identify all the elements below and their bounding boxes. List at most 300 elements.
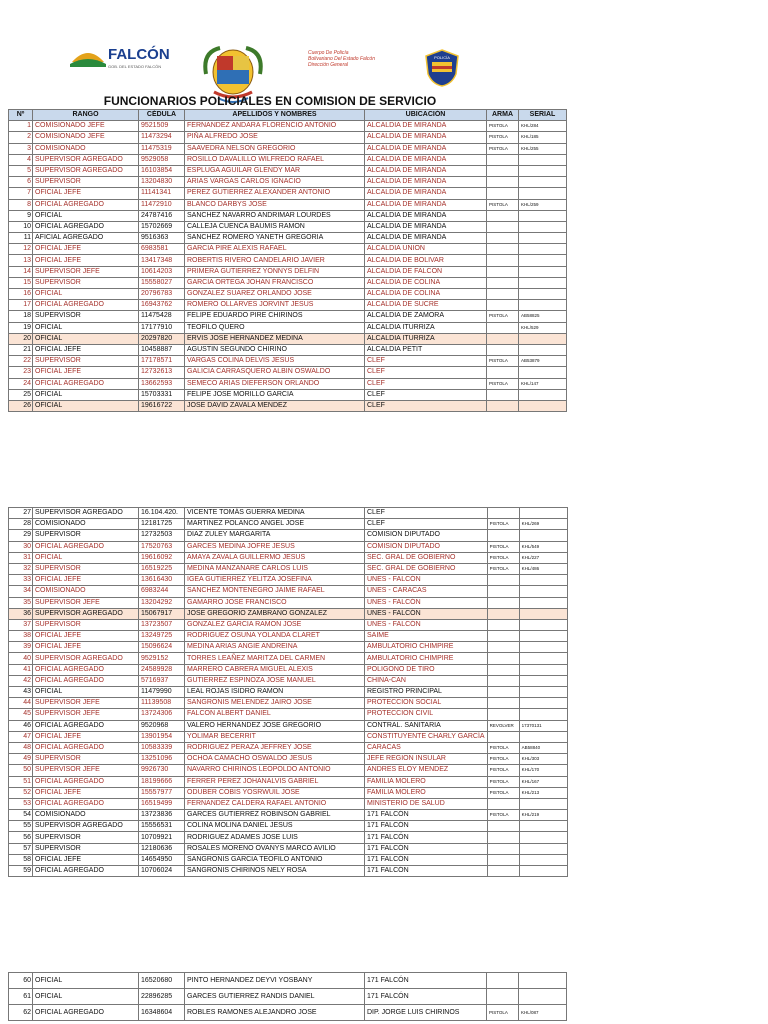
- row-serial: KHL/087: [519, 1005, 567, 1021]
- row-location: ALCALDIA DE MIRANDA: [365, 188, 487, 199]
- table-row: [9, 322, 567, 333]
- row-name: IGEA GUTIERREZ YELITZA JOSEFINA: [185, 575, 365, 586]
- header-rank: RANGO: [33, 110, 139, 121]
- row-name: FERNANDEZ CALDERA RAFAEL ANTONIO: [185, 798, 365, 809]
- row-rank: OFICIAL AGREGADO: [33, 776, 139, 787]
- row-weapon: PISTOLA: [487, 552, 519, 563]
- row-name: ROMERO OLLARVES JORVINT JESUS: [185, 300, 365, 311]
- row-serial: KHL/255: [519, 143, 567, 154]
- table-row: [9, 221, 567, 232]
- row-number: 49: [9, 754, 33, 765]
- row-location: AMBULATORIO CHIMPIRE: [365, 653, 488, 664]
- row-name: GALICIA CARRASQUERO ALBIN OSWALDO: [185, 367, 365, 378]
- row-rank: SUPERVISOR: [33, 311, 139, 322]
- row-number: 11: [9, 233, 33, 244]
- row-serial: [519, 333, 567, 344]
- row-location: 171 FALCÓN: [365, 810, 488, 821]
- table-row: [9, 754, 568, 765]
- row-rank: OFICIAL JEFE: [33, 854, 139, 865]
- row-location: CONTRAL. SANITARIA: [365, 720, 488, 731]
- row-weapon: PISTOLA: [487, 356, 519, 367]
- row-number: 51: [9, 776, 33, 787]
- row-number: 16: [9, 289, 33, 300]
- row-weapon: [487, 389, 519, 400]
- row-number: 55: [9, 821, 33, 832]
- table-row: [9, 631, 568, 642]
- row-serial: [519, 597, 567, 608]
- row-number: 48: [9, 742, 33, 753]
- row-name: AGUSTIN SEGUNDO CHIRINO: [185, 344, 365, 355]
- table-row: [9, 776, 568, 787]
- row-id: 11475428: [139, 311, 185, 322]
- table-row: [9, 597, 568, 608]
- row-rank: SUPERVISOR JEFE: [33, 597, 139, 608]
- row-number: 44: [9, 698, 33, 709]
- row-id: 24787416: [139, 210, 185, 221]
- row-weapon: [487, 843, 519, 854]
- row-name: SANCHEZ MONTENEGRO JAIME RAFAEL: [185, 586, 365, 597]
- table-row: [9, 508, 568, 519]
- row-weapon: [487, 575, 519, 586]
- row-number: 46: [9, 720, 33, 731]
- table-row: [9, 586, 568, 597]
- row-number: 8: [9, 199, 33, 210]
- row-serial: [519, 709, 567, 720]
- row-number: 14: [9, 266, 33, 277]
- row-number: 43: [9, 687, 33, 698]
- row-name: ROSALES MORENO OVANYS MARCO AVILIO: [185, 843, 365, 854]
- row-rank: SUPERVISOR AGREGADO: [33, 653, 139, 664]
- row-number: 12: [9, 244, 33, 255]
- row-serial: AB58825: [519, 311, 567, 322]
- row-location: ALCALDIA ITURRIZA: [365, 322, 487, 333]
- row-id: 13204292: [139, 597, 185, 608]
- row-id: 11473294: [139, 132, 185, 143]
- table-row: [9, 300, 567, 311]
- row-weapon: PISTOLA: [487, 754, 519, 765]
- row-number: 54: [9, 810, 33, 821]
- row-number: 42: [9, 675, 33, 686]
- row-serial: [519, 530, 567, 541]
- row-serial: [519, 653, 567, 664]
- row-rank: OFICIAL AGREGADO: [33, 378, 139, 389]
- row-serial: [519, 664, 567, 675]
- row-weapon: [487, 289, 519, 300]
- row-serial: [519, 210, 567, 221]
- row-location: ANDRES ELOY MENDEZ: [365, 765, 488, 776]
- row-location: CLEF: [365, 508, 488, 519]
- row-name: ROSILLO DAVALILLO WILFREDO RAFAEL: [185, 154, 365, 165]
- row-weapon: PISTOLA: [487, 121, 519, 132]
- table-row: [9, 675, 568, 686]
- row-serial: [519, 698, 567, 709]
- row-weapon: [487, 322, 519, 333]
- row-name: COLINA MOLINA DANIEL JESUS: [185, 821, 365, 832]
- row-location: ALCALDIA UNION: [365, 244, 487, 255]
- row-id: 10583339: [139, 742, 185, 753]
- row-number: 31: [9, 552, 33, 563]
- row-location: AMBULATORIO CHIMPIRE: [365, 642, 488, 653]
- row-serial: [519, 300, 567, 311]
- row-number: 20: [9, 333, 33, 344]
- row-name: PEREZ GUTIERREZ ALEXANDER ANTONIO: [185, 188, 365, 199]
- row-name: VARGAS COLINA DELVIS JESUS: [185, 356, 365, 367]
- row-id: 12180636: [139, 843, 185, 854]
- row-number: 36: [9, 608, 33, 619]
- row-id: 15557977: [139, 787, 185, 798]
- row-name: GARCES GUTIERREZ RANDIS DANIEL: [185, 989, 365, 1005]
- institution-name: [308, 50, 428, 68]
- row-weapon: [487, 188, 519, 199]
- row-rank: OFICIAL JEFE: [33, 188, 139, 199]
- row-rank: OFICIAL: [33, 322, 139, 333]
- table-row: [9, 333, 567, 344]
- row-rank: SUPERVISOR: [33, 356, 139, 367]
- row-weapon: [487, 642, 519, 653]
- row-location: ALCALDIA DE COLINA: [365, 289, 487, 300]
- falcon-logo-text: FALCÓN: [108, 46, 170, 63]
- row-rank: COMISIONADO: [33, 810, 139, 821]
- row-weapon: PISTOLA: [487, 1005, 519, 1021]
- row-id: 16103854: [139, 165, 185, 176]
- row-serial: [519, 266, 567, 277]
- row-id: 10458887: [139, 344, 185, 355]
- row-location: ALCALDIA DE MIRANDA: [365, 210, 487, 221]
- row-rank: OFICIAL JEFE: [33, 344, 139, 355]
- row-name: FERRER PEREZ JOHANALVIS GABRIEL: [185, 776, 365, 787]
- row-weapon: PISTOLA: [487, 742, 519, 753]
- table-row: [9, 563, 568, 574]
- row-number: 37: [9, 619, 33, 630]
- row-number: 41: [9, 664, 33, 675]
- table-row: [9, 277, 567, 288]
- row-location: CARACAS: [365, 742, 488, 753]
- row-id: 10709921: [139, 832, 185, 843]
- row-serial: KHL/549: [519, 541, 567, 552]
- row-id: 15702669: [139, 221, 185, 232]
- row-number: 27: [9, 508, 33, 519]
- row-number: 50: [9, 765, 33, 776]
- row-location: CLEF: [365, 389, 487, 400]
- row-id: 13417348: [139, 255, 185, 266]
- row-serial: [519, 233, 567, 244]
- row-weapon: [487, 854, 519, 865]
- row-location: COMISION DIPUTADO: [365, 530, 488, 541]
- row-weapon: PISTOLA: [487, 519, 519, 530]
- row-rank: OFICIAL: [33, 552, 139, 563]
- row-name: PRIMERA GUTIERREZ YONNYS DELFIN: [185, 266, 365, 277]
- row-id: 11472910: [139, 199, 185, 210]
- row-rank: OFICIAL: [33, 973, 139, 989]
- row-rank: COMISIONADO: [33, 143, 139, 154]
- row-weapon: [487, 165, 519, 176]
- row-weapon: PISTOLA: [487, 765, 519, 776]
- row-id: 12732503: [139, 530, 185, 541]
- row-location: ALCALDIA DE ZAMORA: [365, 311, 487, 322]
- table-row: [9, 698, 568, 709]
- row-serial: AB53879: [519, 356, 567, 367]
- header-id: CÉDULA: [139, 110, 185, 121]
- row-rank: SUPERVISOR AGREGADO: [33, 165, 139, 176]
- row-id: 19616092: [139, 552, 185, 563]
- row-name: AMAYA ZAVALA GUILLERMO JESUS: [185, 552, 365, 563]
- row-weapon: PISTOLA: [487, 132, 519, 143]
- row-location: ALCALDIA DE SUCRE: [365, 300, 487, 311]
- row-rank: AFICIAL AGREGADO: [33, 233, 139, 244]
- row-name: CALLEJA CUENCA BAUMIS RAMON: [185, 221, 365, 232]
- table-row: [9, 378, 567, 389]
- table-row: [9, 821, 568, 832]
- row-id: 13251096: [139, 754, 185, 765]
- row-number: 60: [9, 973, 33, 989]
- row-location: ALCALDIA DE COLINA: [365, 277, 487, 288]
- row-rank: SUPERVISOR: [33, 277, 139, 288]
- institution-line-3: Dirección General: [308, 62, 349, 68]
- row-location: PROTECCION CIVIL: [365, 709, 488, 720]
- row-serial: [519, 731, 567, 742]
- row-number: 34: [9, 586, 33, 597]
- row-serial: KHL/147: [519, 378, 567, 389]
- header-number: Nº: [9, 110, 33, 121]
- row-serial: [519, 843, 567, 854]
- row-serial: AB58840: [519, 742, 567, 753]
- row-serial: KHL/213: [519, 787, 567, 798]
- table-row: [9, 530, 568, 541]
- row-id: 17178571: [139, 356, 185, 367]
- row-id: 9521509: [139, 121, 185, 132]
- row-serial: [519, 675, 567, 686]
- row-weapon: [487, 233, 519, 244]
- row-location: ALCALDIA DE MIRANDA: [365, 221, 487, 232]
- row-id: 24589928: [139, 664, 185, 675]
- row-location: ALCALDIA DE MIRANDA: [365, 154, 487, 165]
- row-number: 59: [9, 866, 33, 877]
- row-serial: [519, 188, 567, 199]
- row-number: 21: [9, 344, 33, 355]
- table-row: [9, 541, 568, 552]
- row-serial: [519, 798, 567, 809]
- table-row: [9, 664, 568, 675]
- table-row: [9, 810, 568, 821]
- table-row: [9, 344, 567, 355]
- row-name: RODRIGUEZ OSUNA YOLANDA CLARET: [185, 631, 365, 642]
- row-rank: OFICIAL JEFE: [33, 575, 139, 586]
- row-rank: OFICIAL AGREGADO: [33, 866, 139, 877]
- table-row: [9, 653, 568, 664]
- row-id: 16348604: [139, 1005, 185, 1021]
- header-location: UBICACIÓN: [365, 110, 487, 121]
- row-id: 13204830: [139, 177, 185, 188]
- officers-table-1: [8, 109, 567, 412]
- row-name: MEDINA MANZANARE CARLOS LUIS: [185, 563, 365, 574]
- row-rank: SUPERVISOR JEFE: [33, 698, 139, 709]
- row-name: SANGRONIS CHIRINOS NELY ROSA: [185, 866, 365, 877]
- row-weapon: [487, 530, 519, 541]
- row-rank: OFICIAL AGREGADO: [33, 300, 139, 311]
- row-weapon: [487, 973, 519, 989]
- row-number: 6: [9, 177, 33, 188]
- row-name: ARIAS VARGAS CARLOS IGNACIO: [185, 177, 365, 188]
- row-name: LEAL ROJAS ISIDRO RAMON: [185, 687, 365, 698]
- row-rank: COMISIONADO JEFE: [33, 132, 139, 143]
- header-weapon: ARMA: [487, 110, 519, 121]
- row-number: 40: [9, 653, 33, 664]
- row-id: 13724306: [139, 709, 185, 720]
- row-id: 15703331: [139, 389, 185, 400]
- row-rank: OFICIAL AGREGADO: [33, 199, 139, 210]
- row-id: 20796783: [139, 289, 185, 300]
- row-serial: [519, 586, 567, 597]
- table-row: [9, 608, 568, 619]
- table-row: [9, 165, 567, 176]
- row-number: 2: [9, 132, 33, 143]
- row-id: 13616430: [139, 575, 185, 586]
- row-serial: KHL/303: [519, 754, 567, 765]
- row-rank: SUPERVISOR JEFE: [33, 266, 139, 277]
- row-id: 6983581: [139, 244, 185, 255]
- row-rank: SUPERVISOR: [33, 530, 139, 541]
- row-serial: KHL/486: [519, 563, 567, 574]
- table-header-row: [9, 110, 567, 121]
- row-rank: OFICIAL JEFE: [33, 367, 139, 378]
- row-weapon: PISTOLA: [487, 810, 519, 821]
- row-location: CONSTITUYENTE CHARLY GARCÍA: [365, 731, 488, 742]
- row-weapon: [487, 400, 519, 411]
- row-name: RODRIGUEZ PERAZA JEFFREY JOSE: [185, 742, 365, 753]
- row-location: ALCALDIA DE BOLIVAR: [365, 255, 487, 266]
- row-weapon: [487, 333, 519, 344]
- row-weapon: [487, 619, 519, 630]
- row-serial: KHL/170: [519, 765, 567, 776]
- table-row: [9, 121, 567, 132]
- row-location: CLEF: [365, 356, 487, 367]
- row-id: 10706024: [139, 866, 185, 877]
- row-location: UNES - CARACAS: [365, 586, 488, 597]
- row-rank: OFICIAL AGREGADO: [33, 664, 139, 675]
- table-row: [9, 720, 568, 731]
- row-location: 171 FALCÓN: [365, 843, 488, 854]
- row-id: 13662593: [139, 378, 185, 389]
- row-serial: [519, 508, 567, 519]
- row-weapon: [487, 608, 519, 619]
- row-serial: KHL/167: [519, 776, 567, 787]
- document-title: FUNCIONARIOS POLICIALES EN COMISION DE SERVICIO: [103, 94, 437, 108]
- row-weapon: [487, 664, 519, 675]
- row-serial: [519, 221, 567, 232]
- row-rank: SUPERVISOR AGREGADO: [33, 508, 139, 519]
- row-number: 7: [9, 188, 33, 199]
- row-location: 171 FALCÓN: [365, 821, 488, 832]
- table-row: [9, 742, 568, 753]
- row-serial: [519, 821, 567, 832]
- row-name: FERNANDEZ ANDARA FLORENCIO ANTONIO: [185, 121, 365, 132]
- row-number: 23: [9, 367, 33, 378]
- table-row: [9, 731, 568, 742]
- row-location: ALCALDIA DE MIRANDA: [365, 165, 487, 176]
- table-row: [9, 233, 567, 244]
- row-location: 171 FALCÓN: [365, 989, 487, 1005]
- row-rank: OFICIAL AGREGADO: [33, 541, 139, 552]
- table-row: [9, 356, 567, 367]
- row-serial: KHL/185: [519, 132, 567, 143]
- row-rank: OFICIAL: [33, 400, 139, 411]
- row-location: 171 FALCÓN: [365, 866, 488, 877]
- row-weapon: [487, 821, 519, 832]
- row-id: 16520680: [139, 973, 185, 989]
- table-row: [9, 289, 567, 300]
- header-name: APELLIDOS Y NOMBRES: [185, 110, 365, 121]
- row-name: ROBLES RAMONES ALEJANDRO JOSE: [185, 1005, 365, 1021]
- row-weapon: [487, 597, 519, 608]
- row-location: CLEF: [365, 367, 487, 378]
- row-serial: [519, 575, 567, 586]
- row-name: SANGRONIS MELENDEZ JAIRO JOSE: [185, 698, 365, 709]
- row-rank: OFICIAL JEFE: [33, 731, 139, 742]
- row-location: ALCALDIA DE MIRANDA: [365, 121, 487, 132]
- row-name: JOSE DAVID ZAVALA MENDEZ: [185, 400, 365, 411]
- row-name: DIAZ ZULEY MARGARITA: [185, 530, 365, 541]
- row-rank: OFICIAL: [33, 333, 139, 344]
- row-rank: OFICIAL AGREGADO: [33, 221, 139, 232]
- row-number: 19: [9, 322, 33, 333]
- row-weapon: [487, 255, 519, 266]
- row-rank: SUPERVISOR JEFE: [33, 709, 139, 720]
- row-id: 16519499: [139, 798, 185, 809]
- row-number: 53: [9, 798, 33, 809]
- row-number: 56: [9, 832, 33, 843]
- row-location: MINISTERIO DE SALUD: [365, 798, 488, 809]
- row-number: 52: [9, 787, 33, 798]
- row-serial: [519, 400, 567, 411]
- row-serial: [519, 255, 567, 266]
- row-serial: KHL/284: [519, 121, 567, 132]
- row-location: SEC. GRAL DE GOBIERNO: [365, 563, 488, 574]
- row-id: 15556531: [139, 821, 185, 832]
- row-name: MEDINA ARIAS ANGIE ANDREINA: [185, 642, 365, 653]
- row-number: 22: [9, 356, 33, 367]
- row-name: PIÑA ALFREDO JOSE: [185, 132, 365, 143]
- row-serial: KHL/219: [519, 810, 567, 821]
- row-number: 13: [9, 255, 33, 266]
- table-row: [9, 832, 568, 843]
- row-number: 30: [9, 541, 33, 552]
- row-serial: [519, 277, 567, 288]
- row-rank: OFICIAL JEFE: [33, 255, 139, 266]
- falcon-logo-subtext: GOB. DEL ESTADO FALCÓN: [108, 64, 162, 69]
- row-id: 22896285: [139, 989, 185, 1005]
- table-row: [9, 798, 568, 809]
- row-rank: COMISIONADO: [33, 519, 139, 530]
- row-number: 47: [9, 731, 33, 742]
- row-rank: OFICIAL JEFE: [33, 787, 139, 798]
- row-id: 9926730: [139, 765, 185, 776]
- row-number: 58: [9, 854, 33, 865]
- table-row: [9, 642, 568, 653]
- row-weapon: [487, 177, 519, 188]
- row-rank: COMISIONADO: [33, 586, 139, 597]
- table-row: [9, 143, 567, 154]
- row-name: GAMARRO JOSE FRANCISCO: [185, 597, 365, 608]
- row-name: BLANCO DARBYS JOSE: [185, 199, 365, 210]
- row-location: REGISTRO PRINCIPAL: [365, 687, 488, 698]
- row-weapon: [487, 266, 519, 277]
- row-weapon: PISTOLA: [487, 311, 519, 322]
- table-row: [9, 765, 568, 776]
- row-weapon: [487, 675, 519, 686]
- row-weapon: PISTOLA: [487, 541, 519, 552]
- row-id: 11479990: [139, 687, 185, 698]
- row-serial: [519, 973, 567, 989]
